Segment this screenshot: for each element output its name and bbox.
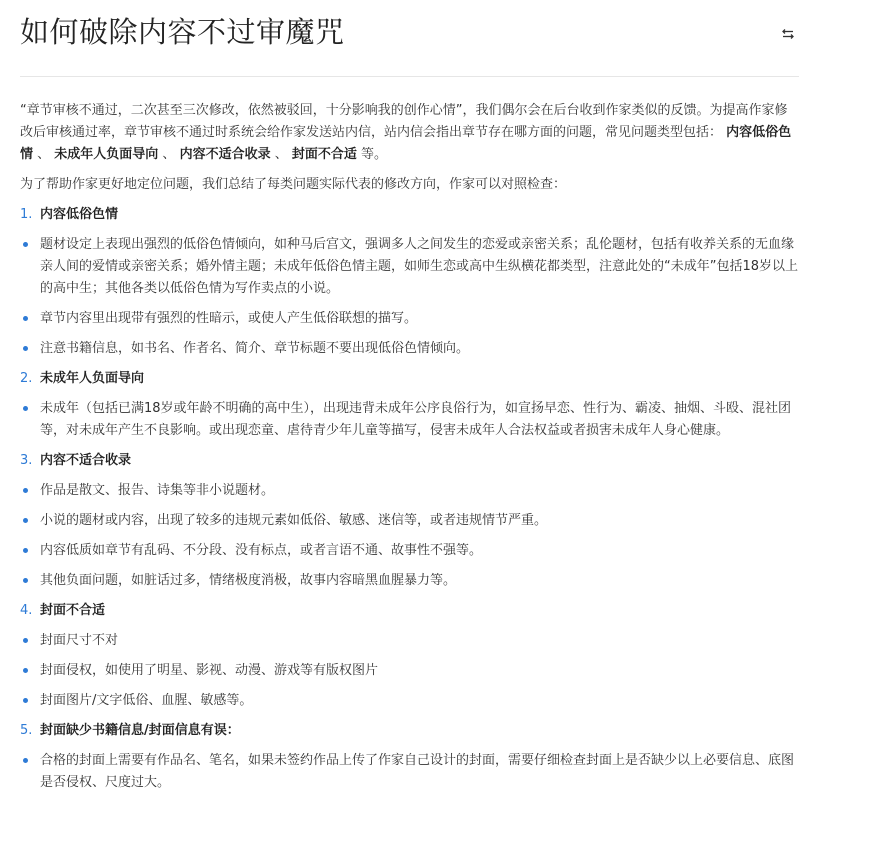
article-body	[20, 100, 800, 802]
bullet-icon	[23, 346, 28, 351]
section-number: 4.	[20, 603, 33, 618]
bullet-icon	[23, 518, 28, 523]
list-item	[20, 570, 800, 592]
section-heading	[20, 204, 800, 226]
type-separator: 、	[33, 147, 55, 162]
bullet-icon	[23, 668, 28, 673]
list-item	[20, 660, 800, 682]
bullet-icon	[23, 638, 28, 643]
list-item	[20, 510, 800, 532]
section-title: 封面不合适	[40, 603, 106, 618]
article-header	[20, 0, 799, 77]
list-item	[20, 540, 800, 562]
list-item-text: 其他负面问题，如脏话过多，情绪极度消极，故事内容暗黑血腥暴力等。	[40, 573, 457, 588]
list-item-text: 小说的题材或内容，出现了较多的违规元素如低俗、敏感、迷信等，或者违规情节严重。	[40, 513, 548, 528]
bullet-icon	[23, 406, 28, 411]
page-title: 如何破除内容不过审魔咒	[20, 15, 345, 49]
section-title: 内容低俗色情	[40, 207, 119, 222]
bullet-icon	[23, 548, 28, 553]
list-item-text: 封面尺寸不对	[40, 633, 119, 648]
list-item-text: 封面图片/文字低俗、血腥、敏感等。	[40, 693, 253, 708]
list-item	[20, 398, 800, 442]
problem-type: 内容低俗色情	[20, 125, 792, 162]
toc-toggle-icon[interactable]	[781, 26, 795, 40]
list-item	[20, 630, 800, 652]
intro-suffix: 等。	[356, 147, 387, 162]
list-item	[20, 234, 800, 300]
section-heading	[20, 450, 800, 472]
bullet-icon	[23, 488, 28, 493]
section-title: 内容不适合收录	[40, 453, 132, 468]
lead-paragraph: 为了帮助作家更好地定位问题，我们总结了每类问题实际代表的修改方向，作家可以对照检查：	[20, 177, 567, 192]
section-number: 1.	[20, 207, 33, 222]
section-title: 封面缺少书籍信息/封面信息有误：	[40, 723, 240, 738]
bullet-icon	[23, 242, 28, 247]
bullet-icon	[23, 698, 28, 703]
section-number: 5.	[20, 723, 33, 738]
list-item-text: 注意书籍信息，如书名、作者名、简介、章节标题不要出现低俗色情倾向。	[40, 341, 470, 356]
list-item-text: 封面侵权，如使用了明星、影视、动漫、游戏等有版权图片	[40, 663, 379, 678]
bullet-icon	[23, 578, 28, 583]
list-item	[20, 690, 800, 712]
list-item-text: 题材设定上表现出强烈的低俗色情倾向，如种马后宫文，强调多人之间发生的恋爱或亲密关系；乱伦题材，包括有收养关系的无血缘亲人间的爱情或亲密关系；婚外情主题；未成年低俗色情主题，如师生恋或高中生纵横花都类型，注意此处的“未成年”包括18岁以上的高中生；其他各类以低俗色情为写作卖点的小说。	[40, 237, 799, 296]
problem-type: 封面不合适	[291, 147, 357, 162]
section-number: 2.	[20, 371, 33, 386]
bullet-icon	[23, 758, 28, 763]
intro-paragraph	[20, 100, 800, 166]
list-item	[20, 480, 800, 502]
section-heading	[20, 368, 800, 390]
list-item	[20, 338, 800, 360]
list-item-text: 未成年（包括已满18岁或年龄不明确的高中生），出现违背未成年公序良俗行为，如宣扬早恋、性行为、霸凌、抽烟、斗殴、混社团等，对未成年产生不良影响。或出现恋童、虐待青少年儿童等描写，侵害未成年人合法权益或者损害未成年人身心健康。	[40, 401, 792, 438]
list-item	[20, 308, 800, 330]
section-number: 3.	[20, 453, 33, 468]
problem-type: 内容不适合收录	[179, 147, 271, 162]
list-item	[20, 750, 800, 794]
type-separator: 、	[158, 147, 180, 162]
list-item-text: 合格的封面上需要有作品名、笔名，如果未签约作品上传了作家自己设计的封面，需要仔细检查封面上是否缺少以上必要信息、底图是否侵权、尺度过大。	[40, 753, 795, 790]
type-separator: 、	[270, 147, 292, 162]
intro-text: “章节审核不通过，二次甚至三次修改，依然被驳回，十分影响我的创作心情”，我们偶尔会在后台收到作家类似的反馈。为提高作家修改后审核通过率，章节审核不通过时系统会给作家发送站内信，站内信会指出章节存在哪方面的问题，常见问题类型包括：	[20, 103, 788, 140]
list-item-text: 作品是散文、报告、诗集等非小说题材。	[40, 483, 275, 498]
section-title: 未成年人负面导向	[40, 371, 145, 386]
section-heading	[20, 720, 800, 742]
list-item-text: 内容低质如章节有乱码、不分段、没有标点，或者言语不通、故事性不强等。	[40, 543, 483, 558]
list-item-text: 章节内容里出现带有强烈的性暗示，或使人产生低俗联想的描写。	[40, 311, 418, 326]
problem-type: 未成年人负面导向	[54, 147, 159, 162]
bullet-icon	[23, 316, 28, 321]
section-heading	[20, 600, 800, 622]
